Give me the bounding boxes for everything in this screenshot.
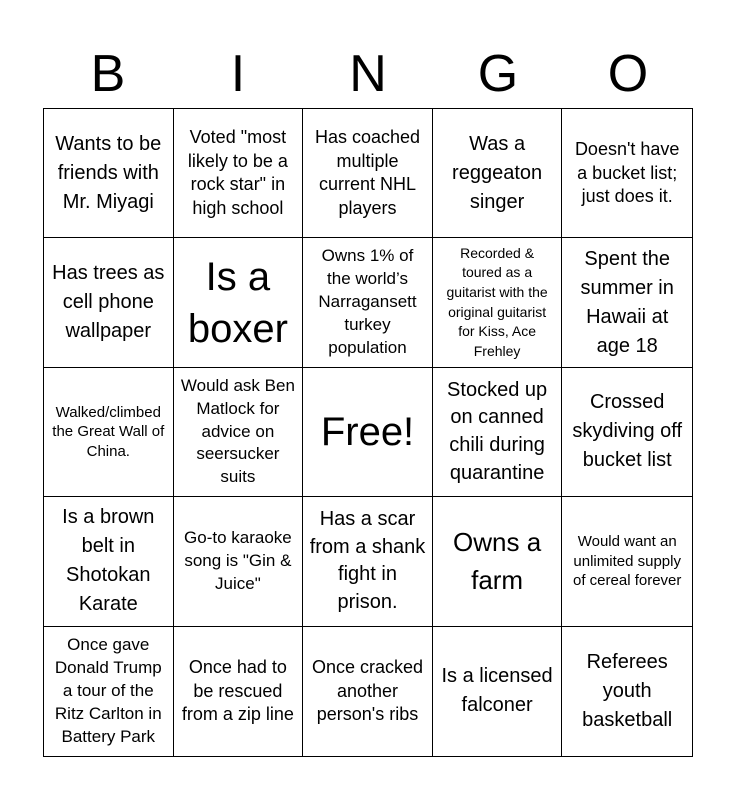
bingo-cell[interactable]: Crossed skydiving off bucket list xyxy=(562,368,692,497)
bingo-cell[interactable]: Is a brown belt in Shotokan Karate xyxy=(44,497,174,626)
header-letter-g: G xyxy=(477,45,519,103)
bingo-cell[interactable]: Has trees as cell phone wallpaper xyxy=(44,238,174,367)
bingo-header xyxy=(43,44,693,104)
bingo-cell[interactable]: Owns a farm xyxy=(433,497,563,626)
header-letter-o: O xyxy=(607,45,649,103)
bingo-cell[interactable]: Spent the summer in Hawaii at age 18 xyxy=(562,238,692,367)
bingo-card-grid xyxy=(43,108,693,757)
bingo-cell[interactable]: Would want an unlimited supply of cereal forever xyxy=(562,497,692,626)
bingo-free-space[interactable]: Free! xyxy=(303,368,433,497)
bingo-cell[interactable]: Stocked up on canned chili during quarantine xyxy=(433,368,563,497)
bingo-cell[interactable]: Once had to be rescued from a zip line xyxy=(174,627,304,756)
bingo-cell[interactable]: Is a licensed falconer xyxy=(433,627,563,756)
bingo-cell[interactable]: Once gave Donald Trump a tour of the Ritz Carlton in Battery Park xyxy=(44,627,174,756)
bingo-cell[interactable]: Wants to be friends with Mr. Miyagi xyxy=(44,109,174,238)
bingo-cell[interactable]: Would ask Ben Matlock for advice on seersucker suits xyxy=(174,368,304,497)
bingo-cell[interactable]: Was a reggeaton singer xyxy=(433,109,563,238)
header-letter-i: I xyxy=(230,45,246,103)
bingo-cell[interactable]: Go-to karaoke song is "Gin & Juice" xyxy=(174,497,304,626)
bingo-cell[interactable]: Recorded & toured as a guitarist with the original guitarist for Kiss, Ace Frehley xyxy=(433,238,563,367)
header-letter-n: N xyxy=(349,45,387,103)
bingo-cell[interactable]: Referees youth basketball xyxy=(582,650,673,731)
header-letter-b: B xyxy=(90,45,126,103)
bingo-cell[interactable]: Is a boxer xyxy=(174,238,304,367)
bingo-cell[interactable]: Walked/climbed the Great Wall of China. xyxy=(44,368,174,497)
bingo-cell[interactable]: Voted "most likely to be a rock star" in high school xyxy=(174,109,304,238)
bingo-cell[interactable]: Has coached multiple current NHL players xyxy=(303,109,433,238)
bingo-cell[interactable]: Doesn't have a bucket list; just does it. xyxy=(562,109,692,238)
bingo-cell[interactable]: Has a scar from a shank fight in prison. xyxy=(303,497,433,626)
bingo-cell[interactable]: Owns 1% of the world’s Narragansett turkey population xyxy=(303,238,433,367)
bingo-cell[interactable]: Once cracked another person's ribs xyxy=(303,627,433,756)
